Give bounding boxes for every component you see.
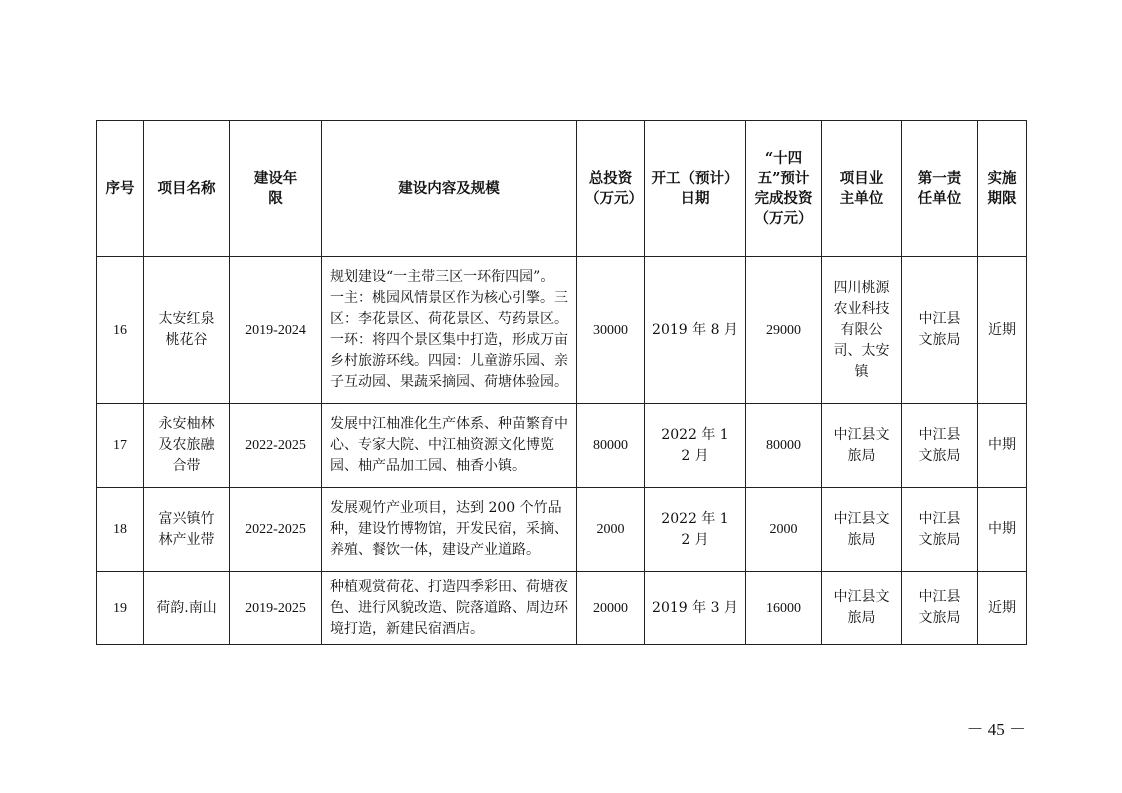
project-name: 富兴镇竹林产业带	[144, 488, 230, 572]
row-number: 17	[97, 404, 144, 488]
plan-investment: 2000	[746, 488, 822, 572]
responsible-unit: 中江县文旅局	[902, 488, 978, 572]
header-cell: 项目名称	[144, 121, 230, 257]
construction-years: 2019-2024	[230, 257, 322, 404]
construction-content: 种植观赏荷花、打造四季彩田、荷塘夜色、进行风貌改造、院落道路、周边环境打造，新建民宿酒店。	[322, 572, 577, 645]
header-cell: 开工（预计）日期	[645, 121, 746, 257]
header-cell: 总投资（万元）	[577, 121, 645, 257]
term: 中期	[978, 404, 1027, 488]
row-number: 18	[97, 488, 144, 572]
construction-content: 发展中江柚准化生产体系、种苗繁育中心、专家大院、中江柚资源文化博览园、柚产品加工园、柚香小镇。	[322, 404, 577, 488]
project-name: 太安红泉桃花谷	[144, 257, 230, 404]
construction-content: 规划建设“一主带三区一环衔四园”。 一主：桃园风情景区作为核心引擎。三区：李花景区、荷花景区、芍药景区。一环：将四个景区集中打造，形成万亩乡村旅游环线。四园：儿童游乐园、亲子互动园、果蔬采摘园、荷塘体验园。	[322, 257, 577, 404]
total-investment: 30000	[577, 257, 645, 404]
project-name: 荷韵.南山	[144, 572, 230, 645]
header-cell: 第一责任单位	[902, 121, 978, 257]
table-header-row	[97, 121, 1027, 257]
project-name: 永安柚林及农旅融合带	[144, 404, 230, 488]
construction-years: 2022-2025	[230, 404, 322, 488]
construction-years: 2022-2025	[230, 488, 322, 572]
total-investment: 20000	[577, 572, 645, 645]
page-number: － 45 －	[966, 720, 1026, 739]
row-number: 19	[97, 572, 144, 645]
responsible-unit: 中江县文旅局	[902, 404, 978, 488]
construction-years: 2019-2025	[230, 572, 322, 645]
table-row	[97, 488, 1027, 572]
table-row	[97, 572, 1027, 645]
start-date: 2019 年 3 月	[645, 572, 746, 645]
term: 近期	[978, 257, 1027, 404]
header-cell: 建设年限	[230, 121, 322, 257]
table-row	[97, 257, 1027, 404]
owner-unit: 中江县文旅局	[822, 572, 902, 645]
term: 近期	[978, 572, 1027, 645]
responsible-unit: 中江县文旅局	[902, 257, 978, 404]
header-cell: “十四五”预计完成投资（万元）	[746, 121, 822, 257]
total-investment: 2000	[577, 488, 645, 572]
construction-content: 发展观竹产业项目，达到 200 个竹品种，建设竹博物馆，开发民宿，采摘、养殖、餐饮一体，建设产业道路。	[322, 488, 577, 572]
start-date: 2019 年 8 月	[645, 257, 746, 404]
owner-unit: 中江县文旅局	[822, 404, 902, 488]
project-table	[96, 120, 1027, 645]
header-cell: 项目业主单位	[822, 121, 902, 257]
term: 中期	[978, 488, 1027, 572]
responsible-unit: 中江县文旅局	[902, 572, 978, 645]
total-investment: 80000	[577, 404, 645, 488]
start-date: 2022 年 12 月	[645, 488, 746, 572]
owner-unit: 四川桃源农业科技有限公司、太安镇	[822, 257, 902, 404]
plan-investment: 16000	[746, 572, 822, 645]
table-row	[97, 404, 1027, 488]
header-cell: 建设内容及规模	[322, 121, 577, 257]
header-cell: 实施期限	[978, 121, 1027, 257]
start-date: 2022 年 12 月	[645, 404, 746, 488]
owner-unit: 中江县文旅局	[822, 488, 902, 572]
row-number: 16	[97, 257, 144, 404]
plan-investment: 80000	[746, 404, 822, 488]
plan-investment: 29000	[746, 257, 822, 404]
header-cell: 序号	[97, 121, 144, 257]
